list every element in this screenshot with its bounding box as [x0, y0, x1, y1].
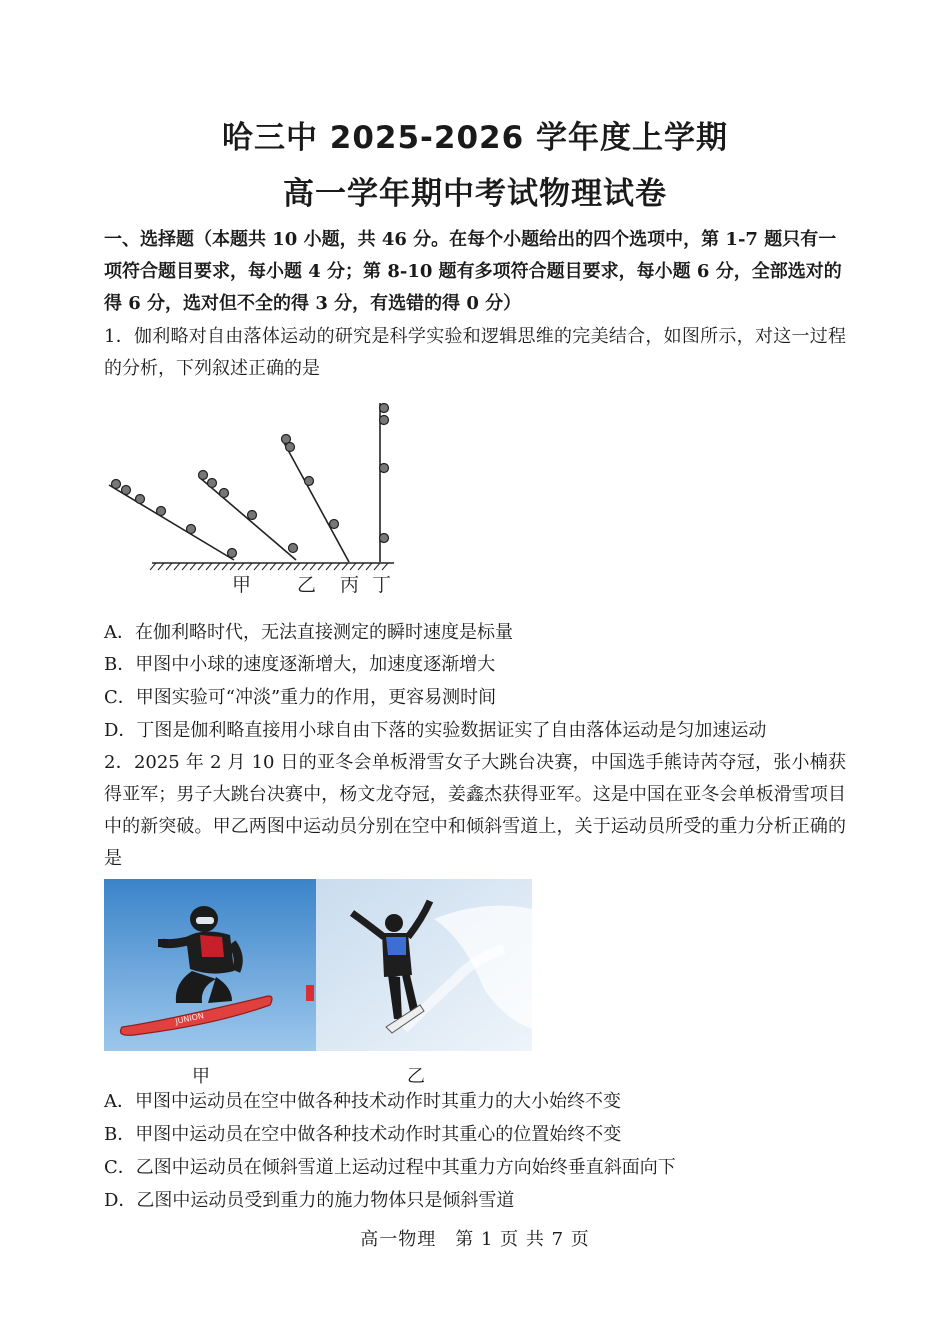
figure-label-jia: 甲 — [232, 574, 252, 596]
photo-label-jia: 甲 — [192, 1066, 210, 1087]
q1-option-b: B．甲图中小球的速度逐渐增大，加速度逐渐增大 — [104, 654, 496, 675]
q1-option-c: C．甲图实验可“冲淡”重力的作用，更容易测时间 — [104, 687, 497, 708]
q2-option-b: B．甲图中运动员在空中做各种技术动作时其重心的位置始终不变 — [104, 1124, 622, 1145]
figure-label-yi: 乙 — [297, 574, 317, 596]
galileo-incline-diagram — [104, 395, 404, 605]
photo-label-yi: 乙 — [407, 1066, 425, 1087]
board-brand-text: JUNION — [174, 1011, 205, 1026]
snowboard-photos — [104, 879, 532, 1051]
question-2-stem: 2．2025 年 2 月 10 日的亚冬会单板滑雪女子大跳台决赛，中国选手熊诗芮夺冠，张小楠获得亚军；男子大跳台决赛中，杨文龙夺冠，姜鑫杰获得亚军。这是中国在亚冬会单板滑雪项目中的新突破。甲乙两图中运动员分别在空中和倾斜雪道上，关于运动员所受的重力分析正确的是 — [104, 752, 846, 869]
q2-option-c: C．乙图中运动员在倾斜雪道上运动过程中其重力方向始终垂直斜面向下 — [104, 1157, 676, 1178]
photo-jia-airborne-snowboarder — [104, 879, 316, 1051]
figure-label-ding: 丁 — [372, 574, 392, 596]
q2-option-d: D．乙图中运动员受到重力的施力物体只是倾斜雪道 — [104, 1190, 515, 1211]
page-footer: 高一物理 第 1 页 共 7 页 — [360, 1229, 590, 1250]
q2-option-a: A．甲图中运动员在空中做各种技术动作时其重力的大小始终不变 — [104, 1091, 621, 1112]
q1-option-a: A．在伽利略时代，无法直接测定的瞬时速度是标量 — [104, 622, 513, 643]
section-heading: 一、选择题（本题共 10 小题，共 46 分。在每个小题给出的四个选项中，第 1-7 题只有一项符合题目要求，每小题 4 分；第 8-10 题有多项符合题目要求，每小题 6 分，全部选对的得 6 分，选对但不全的得 3 分，有选错的得 0 分） — [104, 229, 842, 314]
q1-option-d: D．丁图是伽利略直接用小球自由下落的实验数据证实了自由落体运动是匀加速运动 — [104, 720, 767, 741]
figure-label-bing: 丙 — [340, 574, 360, 596]
question-1-stem: 1．伽利略对自由落体运动的研究是科学实验和逻辑思维的完美结合，如图所示，对这一过程的分析，下列叙述正确的是 — [104, 326, 846, 379]
photo-yi-slope-snowboarder — [316, 879, 532, 1051]
exam-title-line1: 哈三中 2025-2026 学年度上学期 — [221, 120, 728, 156]
exam-title-line2: 高一学年期中考试物理试卷 — [283, 176, 667, 212]
